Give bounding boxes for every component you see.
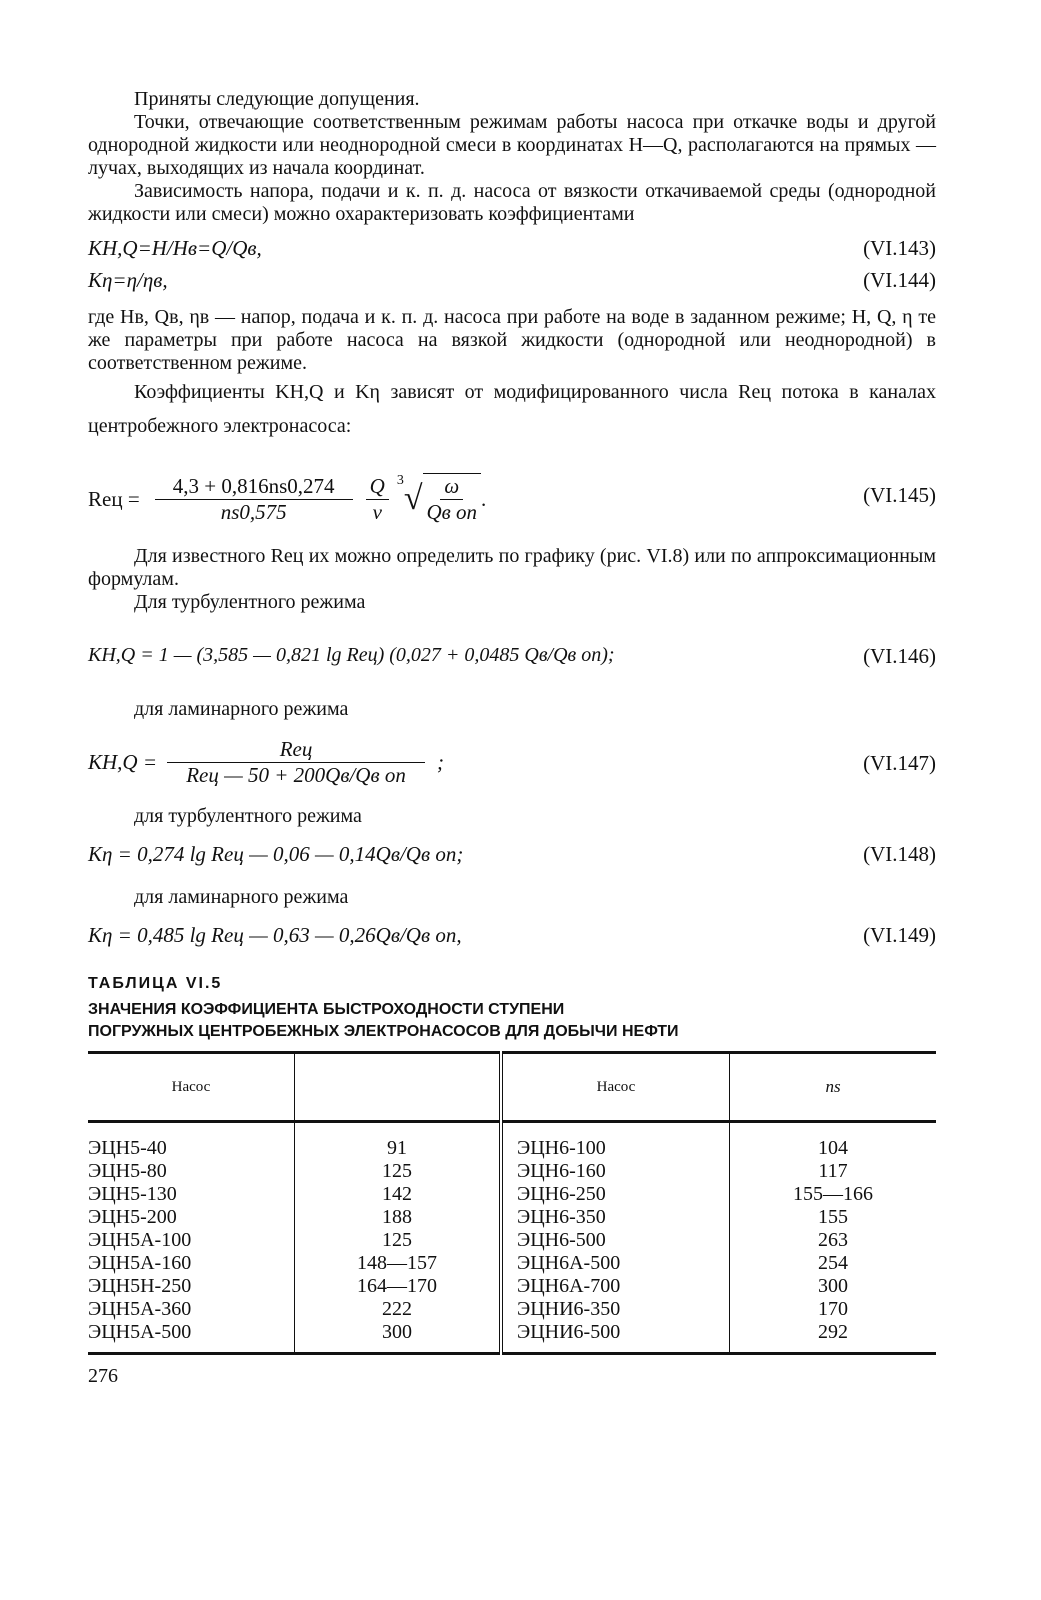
table-cell: 222 bbox=[382, 1298, 412, 1320]
table-cell: 142 bbox=[382, 1183, 412, 1205]
equation-number: (VI.148) bbox=[863, 842, 936, 866]
table-cell: 254 bbox=[818, 1252, 848, 1274]
header-ns-left bbox=[295, 1053, 502, 1122]
table-cell: 292 bbox=[818, 1321, 848, 1343]
table-cell: ЭЦН5А-500 bbox=[88, 1321, 192, 1343]
formula-text: KH,Q = 1 — (3,585 — 0,821 lg Reц) (0,027 + 0,0485 Qв/Qв оп); bbox=[88, 644, 615, 666]
table-cell: 91 bbox=[387, 1137, 407, 1159]
table-cell: ЭЦН5-200 bbox=[88, 1206, 177, 1228]
table-cell: ЭЦНИ6-500 bbox=[517, 1321, 621, 1343]
header-pump-left: Насос bbox=[88, 1053, 295, 1122]
table-cell: ЭЦН6-350 bbox=[517, 1206, 606, 1228]
formula-text: KH,Q=H/Hв=Q/Qв, bbox=[88, 236, 262, 260]
table-body-row bbox=[88, 1122, 936, 1354]
table-cell: ЭЦН6-500 bbox=[517, 1229, 606, 1251]
denominator: ns0,575 bbox=[220, 499, 287, 524]
denominator: ν bbox=[372, 499, 382, 524]
numerator: ω bbox=[440, 474, 463, 500]
paragraph-dependence: Зависимость напора, подачи и к. п. д. насоса от вязкости откачиваемой среды (однородной жидкости или смеси) можно охарактеризовать коэффициентами bbox=[88, 180, 936, 225]
table-cell: ЭЦН6А-700 bbox=[517, 1275, 621, 1297]
table-cell: ЭЦН6-100 bbox=[517, 1137, 606, 1159]
col-pumps-right bbox=[501, 1122, 730, 1354]
formula-vi146 bbox=[88, 630, 936, 690]
paragraph-known-re: Для известного Reц их можно определить по графику (рис. VI.8) или по аппроксимационным формулам. bbox=[88, 545, 936, 590]
formula-vi149 bbox=[88, 923, 936, 971]
radical-icon: √ bbox=[403, 480, 423, 517]
table-cell: 170 bbox=[818, 1298, 848, 1320]
table-label: ТАБЛИЦА VI.5 bbox=[88, 975, 223, 992]
formula-vi144 bbox=[88, 268, 936, 296]
col-ns-right bbox=[730, 1122, 937, 1354]
table-cell: 300 bbox=[818, 1275, 848, 1297]
table-cell: ЭЦН6-250 bbox=[517, 1183, 606, 1205]
page-number: 276 bbox=[88, 1365, 118, 1387]
table-cell: 300 bbox=[382, 1321, 412, 1343]
table-cell: ЭЦН5А-160 bbox=[88, 1252, 192, 1274]
equation-number: (VI.146) bbox=[863, 644, 936, 668]
col-ns-left bbox=[295, 1122, 502, 1354]
formula-lhs: KH,Q = bbox=[88, 750, 158, 774]
table-cell: ЭЦНИ6-350 bbox=[517, 1298, 621, 1320]
table-title-line-2: ПОГРУЖНЫХ ЦЕНТРОБЕЖНЫХ ЭЛЕКТРОНАСОСОВ ДЛЯ ДОБЫЧИ НЕФТИ bbox=[88, 1023, 679, 1040]
table-cell: 164—170 bbox=[357, 1275, 437, 1297]
equation-number: (VI.144) bbox=[863, 268, 936, 292]
table-header-row bbox=[88, 1053, 936, 1122]
formula-tail: ; bbox=[437, 750, 445, 774]
equation-number: (VI.147) bbox=[863, 751, 936, 775]
table-cell: ЭЦН6А-500 bbox=[517, 1252, 621, 1274]
paragraph-coefficients: Коэффициенты KH,Q и Kη зависят от модифицированного числа Reц потока в каналах центробежного электронасоса: bbox=[88, 381, 936, 437]
table-cell: ЭЦН5-80 bbox=[88, 1160, 167, 1182]
equation-number: (VI.149) bbox=[863, 923, 936, 947]
header-pump-right: Насос bbox=[501, 1053, 730, 1122]
label-turbulent-1: Для турбулентного режима bbox=[134, 591, 366, 613]
table-cell: ЭЦН6-160 bbox=[517, 1160, 606, 1182]
table-cell: ЭЦН5Н-250 bbox=[88, 1275, 192, 1297]
table-cell: 148—157 bbox=[357, 1252, 437, 1274]
table-cell: 263 bbox=[818, 1229, 848, 1251]
label-laminar-1: для ламинарного режима bbox=[134, 698, 349, 720]
numerator: 4,3 + 0,816ns0,274 bbox=[155, 474, 353, 500]
formula-lhs: Reц = bbox=[88, 486, 140, 511]
paragraph-where: где Hв, Qв, ηв — напор, подача и к. п. д. насоса при работе на воде в заданном режиме; H, Q, η те же параметры при работе насоса на вязкой жидкости (однородной или неоднородной) в соответственном режиме. bbox=[88, 306, 936, 374]
table-cell: 125 bbox=[382, 1160, 412, 1182]
equation-number: (VI.143) bbox=[863, 236, 936, 260]
formula-text: Kη = 0,485 lg Reц — 0,63 — 0,26Qв/Qв оп, bbox=[88, 923, 462, 947]
table-cell: 155 bbox=[818, 1206, 848, 1228]
root-index: 3 bbox=[396, 473, 404, 488]
fraction-q-nu bbox=[366, 474, 389, 525]
table-cell: 125 bbox=[382, 1229, 412, 1251]
header-ns-right: ns bbox=[730, 1053, 937, 1122]
table-cell: 117 bbox=[818, 1160, 848, 1182]
formula-text: Kη = 0,274 lg Reц — 0,06 — 0,14Qв/Qв оп; bbox=[88, 842, 464, 866]
page bbox=[88, 88, 936, 1388]
table-cell: ЭЦН5-40 bbox=[88, 1137, 167, 1159]
fraction bbox=[167, 737, 425, 788]
denominator: Qв оп bbox=[426, 500, 478, 524]
table-cell: ЭЦН5А-100 bbox=[88, 1229, 192, 1251]
ns-table bbox=[88, 1051, 936, 1355]
fraction-omega bbox=[423, 473, 482, 525]
table-cell: 188 bbox=[382, 1206, 412, 1228]
table-cell: ЭЦН5-130 bbox=[88, 1183, 177, 1205]
formula-vi148 bbox=[88, 842, 936, 886]
table-cell: 155—166 bbox=[793, 1183, 873, 1205]
paragraph-assumptions: Приняты следующие допущения. bbox=[134, 88, 420, 110]
formula-vi145: Reц = $\frac{4,3 + 0,816ns0,274}{ns0,575}$ $\frac{Q}{\nu}$ 3 √ $\frac{\omega}{\text{Qв оп}}$ . (VI.145) bbox=[88, 473, 936, 524]
table-title-line-1: ЗНАЧЕНИЯ КОЭФФИЦИЕНТА БЫСТРОХОДНОСТИ СТУПЕНИ bbox=[88, 1001, 565, 1018]
equation-number: (VI.145) bbox=[863, 483, 936, 507]
paragraph-points: Точки, отвечающие соответственным режимам работы насоса при откачке воды и другой однородной жидкости или неоднородной смеси в координатах H—Q, располагаются на прямых — лучах, выходящих из начала координат. bbox=[88, 111, 936, 179]
formula-vi147 bbox=[88, 731, 936, 801]
col-pumps-left bbox=[88, 1122, 295, 1354]
table-cell: ЭЦН5А-360 bbox=[88, 1298, 192, 1320]
denominator: Reц — 50 + 200Qв/Qв оп bbox=[186, 763, 406, 787]
numerator: Reц bbox=[167, 737, 425, 763]
formula-vi143 bbox=[88, 236, 936, 264]
table-cell: 104 bbox=[818, 1137, 848, 1159]
label-turbulent-2: для турбулентного режима bbox=[134, 805, 362, 827]
numerator: Q bbox=[366, 474, 389, 500]
formula-text: Kη=η/ηв, bbox=[88, 268, 168, 292]
label-laminar-2: для ламинарного режима bbox=[134, 886, 349, 908]
fraction-ns bbox=[154, 474, 354, 525]
